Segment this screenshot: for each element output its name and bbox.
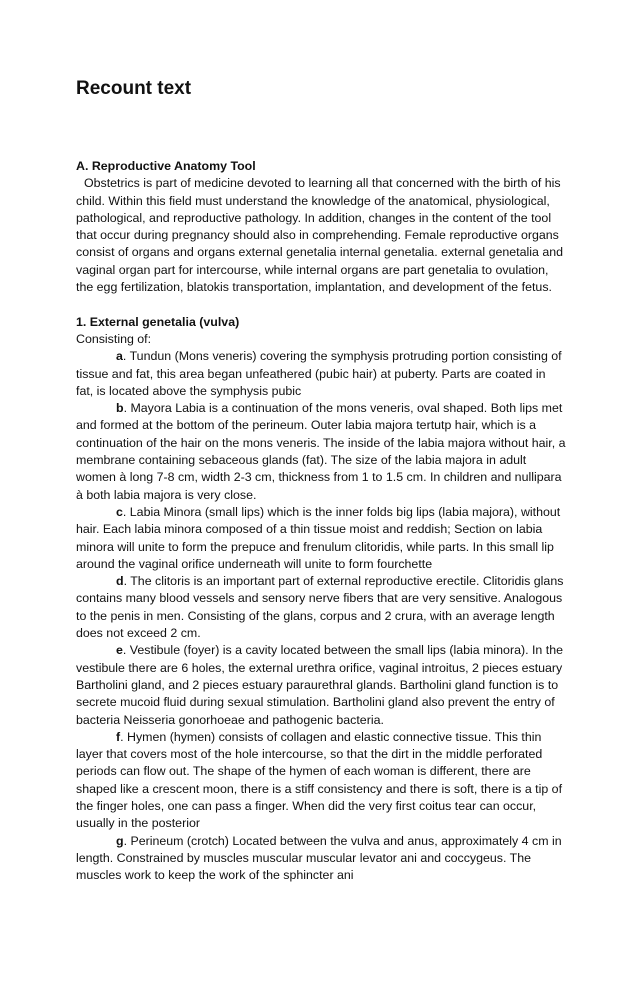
item-letter: a [116, 349, 123, 364]
item-letter: g [116, 833, 124, 848]
list-item-e [76, 642, 566, 728]
list-item-f [76, 729, 566, 833]
item-text: . Hymen (hymen) consists of collagen and elastic connective tissue. This thin layer that covers most of the hole intercourse, so that the dirt in the middle perforated periods can flow out. The shape of the hymen of each woman is different, there are shaped like a crescent moon, there is a stiff consistency and there is soft, there is a tip of the finger holes, one can pass a finger. When did the very first coitus tear can occur, usually in the posterior [76, 729, 563, 831]
list-item-g [76, 833, 566, 885]
item-letter: d [116, 574, 124, 589]
section-1-heading: 1. External genetalia (vulva) [76, 314, 240, 329]
list-item-b [76, 400, 566, 504]
item-letter: c [116, 504, 123, 519]
section-a-heading: A. Reproductive Anatomy Tool [76, 159, 256, 173]
item-text: . The clitoris is an important part of external reproductive erectile. Clitoridis glans contains many blood vessels and sensory nerve fibers that are very sensitive. Analogous to the penis in men. Consisting of the glans, corpus and 2 crura, with an average length does not exceed 2 cm. [76, 574, 564, 641]
document-body [76, 158, 566, 884]
page-title: Recount text [76, 78, 192, 99]
list-item-d [76, 573, 566, 642]
section-a-paragraph: Obstetrics is part of medicine devoted to learning all that concerned with the birth of his child. Within this field must understand the knowledge of the anatomical, physiological, pathological, and reproductive pathology. In addition, changes in the content of the tool that occur during pregnancy should also in comprehending. Female reproductive organs consist of organs and organs external genetalia internal genetalia. external genetalia and vaginal organ part for intercourse, while internal organs are part genetalia to ovulation, the egg fertilization, blatokis transportation, implantation, and development of the fetus. [76, 176, 564, 295]
item-text: . Mayora Labia is a continuation of the mons veneris, oval shaped. Both lips met and formed at the bottom of the perineum. Outer labia majora tertutp hair, which is a continuation of the hair on the mons veneris. The inside of the labia majora without hair, a membrane containing sebaceous glands (fat). The size of the labia majora in adult women à long 7-8 cm, width 2-3 cm, thickness from 1 to 1.5 cm. In children and nullipara à both labia majora is very close. [76, 401, 566, 502]
item-text: . Perineum (crotch) Located between the vulva and anus, approximately 4 cm in length. Constrained by muscles muscular muscular levator ani and coccygeus. The muscles work to keep the work of the sphincter ani [76, 833, 562, 883]
item-letter: e [116, 643, 123, 658]
item-text: . Tundun (Mons veneris) covering the symphysis protruding portion consisting of tissue and fat, this area began unfeathered (pubic hair) at puberty. Parts are coated in fat, is located above the symphysis pubic [76, 349, 562, 398]
list-item-c [76, 504, 566, 573]
item-text: . Labia Minora (small lips) which is the inner folds big lips (labia majora), without hair. Each labia minora composed of a thin tissue moist and reddish; Section on labia minora will unite to form the prepuce and frenulum clitoridis, while parts. In this small lip around the vaginal orifice underneath will unite to form fourchette [76, 504, 561, 571]
item-letter: f [116, 729, 121, 744]
item-letter: b [116, 401, 124, 416]
section-1-subheading: Consisting of: [76, 331, 152, 346]
list-item-a [76, 348, 566, 400]
paragraph-spacer [76, 296, 566, 313]
item-text: . Vestibule (foyer) is a cavity located between the small lips (labia minora). In the vestibule there are 6 holes, the external urethra orifice, vaginal introitus, 2 pieces estuary Bartholini gland, and 2 pieces estuary paraurethral glands. Bartholini gland function is to secrete mucoid fluid during sexual stimulation. Bartholini gland also prevent the entry of bacteria Neisseria gonorhoeae and pathogenic bacteria. [76, 643, 563, 727]
